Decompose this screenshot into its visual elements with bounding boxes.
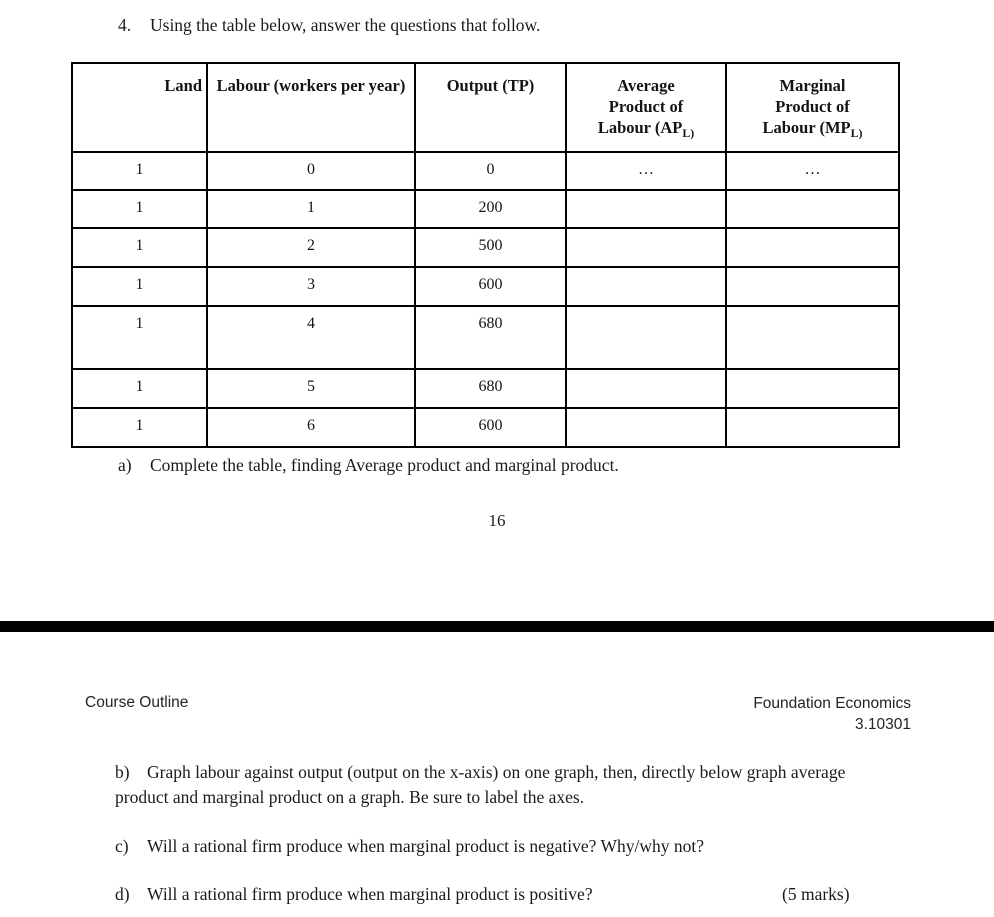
cell-average-product — [566, 228, 726, 267]
production-table-wrapper — [71, 62, 898, 448]
column-header-land: Land — [72, 63, 207, 152]
question-part-d — [115, 882, 905, 907]
page-separator-bar — [0, 621, 994, 632]
cell-output: 680 — [415, 369, 566, 408]
question-stem-text: Using the table below, answer the questions that follow. — [150, 15, 541, 35]
cell-labour: 5 — [207, 369, 415, 408]
question-stem — [118, 15, 878, 37]
cell-average-product — [566, 190, 726, 228]
column-header-average-product — [566, 63, 726, 152]
table-row — [72, 152, 899, 190]
apl-line-1: Average — [617, 76, 675, 95]
table-body — [72, 152, 899, 447]
cell-average-product — [566, 369, 726, 408]
question-part-a — [118, 455, 619, 476]
question-part-c — [115, 834, 895, 859]
cell-marginal-product — [726, 190, 899, 228]
part-d-marks: (5 marks) — [782, 884, 850, 904]
table-row — [72, 306, 899, 369]
running-head — [85, 694, 911, 736]
running-head-course: Foundation Economics — [753, 695, 911, 712]
running-head-left: Course Outline — [85, 694, 189, 711]
part-d-label: d) — [115, 884, 130, 904]
apl-subscript: L) — [682, 125, 695, 140]
production-table — [71, 62, 900, 448]
cell-land: 1 — [72, 267, 207, 306]
cell-labour: 6 — [207, 408, 415, 447]
cell-land: 1 — [72, 152, 207, 190]
running-head-right — [753, 694, 911, 736]
cell-output: 680 — [415, 306, 566, 369]
table-row — [72, 267, 899, 306]
question-part-b — [115, 760, 885, 811]
cell-marginal-product — [726, 369, 899, 408]
column-header-marginal-product — [726, 63, 899, 152]
table-header — [72, 63, 899, 152]
cell-output: 600 — [415, 408, 566, 447]
mpl-line-2: Product of — [775, 97, 850, 117]
part-d-text: Will a rational firm produce when marginal product is positive? — [147, 884, 593, 904]
part-b-label: b) — [115, 762, 130, 782]
cell-marginal-product — [726, 228, 899, 267]
cell-land: 1 — [72, 369, 207, 408]
cell-output: 0 — [415, 152, 566, 190]
cell-labour: 1 — [207, 190, 415, 228]
apl-line-3: Labour (AP — [597, 118, 683, 138]
cell-average-product — [566, 306, 726, 369]
part-c-text: Will a rational firm produce when marginal product is negative? Why/why not? — [147, 836, 705, 856]
column-header-labour: Labour (workers per year) — [207, 63, 415, 152]
cell-average-product: … — [566, 152, 726, 190]
running-head-code: 3.10301 — [854, 715, 911, 733]
column-header-output: Output (TP) — [415, 63, 566, 152]
cell-labour: 2 — [207, 228, 415, 267]
table-header-row — [72, 63, 899, 152]
part-c-label: c) — [115, 836, 129, 856]
cell-land: 1 — [72, 228, 207, 267]
part-a-text: Complete the table, finding Average product and marginal product. — [150, 455, 619, 475]
cell-output: 200 — [415, 190, 566, 228]
cell-labour: 0 — [207, 152, 415, 190]
cell-average-product — [566, 408, 726, 447]
page-number: 16 — [488, 511, 506, 530]
table-row — [72, 408, 899, 447]
apl-line-2: Product of — [608, 97, 684, 117]
question-number: 4. — [118, 15, 132, 35]
cell-land: 1 — [72, 190, 207, 228]
table-row — [72, 190, 899, 228]
cell-average-product — [566, 267, 726, 306]
cell-marginal-product — [726, 267, 899, 306]
cell-marginal-product — [726, 306, 899, 369]
mpl-line-3: Labour (MP — [762, 118, 851, 138]
cell-labour: 4 — [207, 306, 415, 369]
cell-marginal-product: … — [726, 152, 899, 190]
table-row — [72, 369, 899, 408]
part-a-label: a) — [118, 455, 132, 475]
cell-output: 500 — [415, 228, 566, 267]
part-b-text: Graph labour against output (output on the x-axis) on one graph, then, directly below graph average product and marginal product on a graph. Be sure to label the axes. — [115, 762, 846, 808]
mpl-line-1: Marginal — [779, 76, 846, 95]
cell-land: 1 — [72, 408, 207, 447]
cell-output: 600 — [415, 267, 566, 306]
cell-labour: 3 — [207, 267, 415, 306]
table-row — [72, 228, 899, 267]
cell-marginal-product — [726, 408, 899, 447]
mpl-subscript: L) — [850, 125, 863, 140]
cell-land: 1 — [72, 306, 207, 369]
